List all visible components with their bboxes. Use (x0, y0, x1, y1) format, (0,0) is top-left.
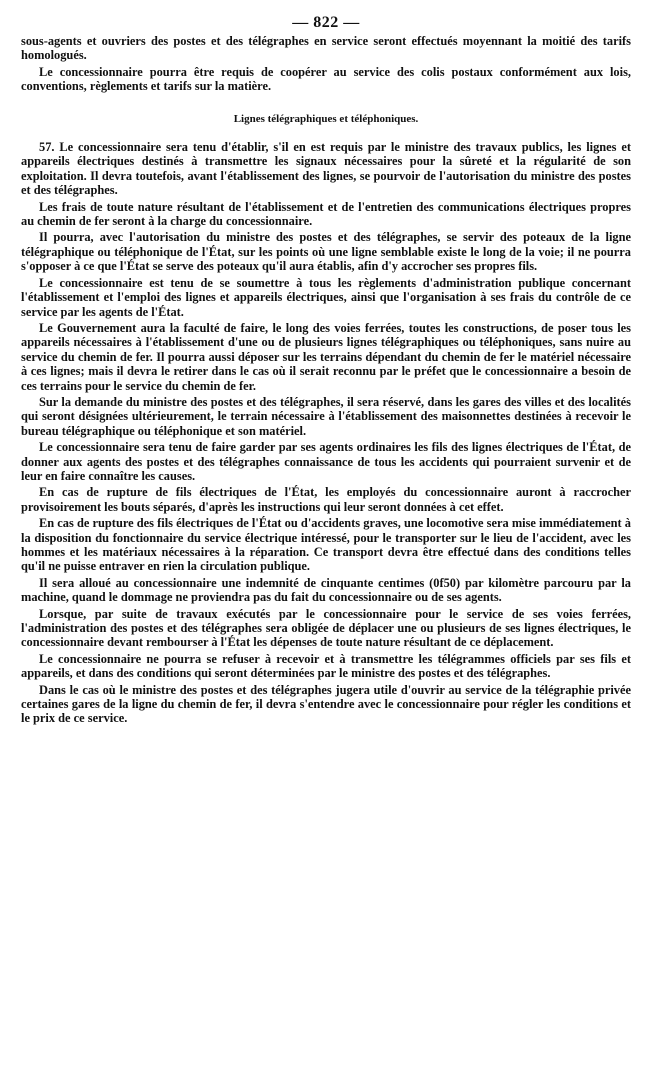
body-paragraph: Dans le cas où le ministre des postes et des télégraphes jugera utile d'ouvrir au service de la télégraphie privée certaines gares de la ligne du chemin de fer, il devra s'entendre avec le concessionnaire pour régler les conditions et le prix de ce service. (21, 682, 631, 726)
body-paragraph: Sur la demande du ministre des postes et des télégraphes, il sera réservé, dans les gares des villes et des localités qui seront désignées ultérieurement, le terrain nécessaire à l'établissement des maisonnettes destinées à recevoir le bureau télégraphique ou téléphonique et son matériel. (21, 394, 631, 438)
intro-paragraph-1: sous-agents et ouvriers des postes et des télégraphes en service seront effectués moyennant la moitié des tarifs homologués. (21, 34, 631, 63)
body-paragraph: Il pourra, avec l'autorisation du ministre des postes et des télégraphes, se servir des poteaux de la ligne télégraphique ou téléphonique de l'État, sur les points où une ligne semblable existe le long de la voie; il ne pourra s'opposer à ce que l'État se serve des poteaux qu'il aura établis, afin d'y accrocher ses propres fils. (21, 230, 631, 274)
article-57-paragraph: 57. Le concessionnaire sera tenu d'établir, s'il en est requis par le ministre des travaux publics, les lignes et appareils électriques destinés à transmettre les signaux nécessaires pour la sûreté et la régularité de son exploitation. Il devra toutefois, avant l'établissement des lignes, se pourvoir de l'autorisation du ministre des postes et des télégraphes. (21, 140, 631, 198)
body-paragraph: En cas de rupture de fils électriques de l'État, les employés du concessionnaire auront à raccrocher provisoirement les bouts séparés, d'après les instructions qui leur seront données à cet effet. (21, 485, 631, 514)
body-paragraph: Le concessionnaire sera tenu de faire garder par ses agents ordinaires les fils des lignes électriques de l'État, de donner aux agents des postes et des télégraphes connaissance de tous les accidents qui pourraient survenir et de leur en faire connaître les causes. (21, 440, 631, 483)
page-number: — 822 — (292, 14, 360, 31)
body-paragraph: Les frais de toute nature résultant de l'établissement et de l'entretien des communications électriques propres au chemin de fer seront à la charge du concessionnaire. (21, 199, 631, 229)
body-paragraph: Le Gouvernement aura la faculté de faire, le long des voies ferrées, toutes les constructions, de poser tous les appareils nécessaires à l'établissement d'une ou de plusieurs lignes télégraphiques ou téléphoniques, sans nuire au service du chemin de fer. Il pourra aussi déposer sur les terrains dépendant du chemin de fer le matériel nécessaire à ces lignes; mais il devra le retirer dans le cas où il serait reconnu par le préfet que le concessionnaire a besoin de ces terrains pour le service du chemin de fer. (21, 320, 631, 393)
body-paragraph: Il sera alloué au concessionnaire une indemnité de cinquante centimes (0f50) par kilomètre parcouru par la machine, quand le dommage ne proviendra pas du fait du concessionnaire ou de ses agents. (21, 575, 631, 605)
body-paragraph: Le concessionnaire est tenu de se soumettre à tous les règlements d'administration publique concernant l'établissement et l'emploi des lignes et appareils électriques, ainsi que l'organisation à ses frais du contrôle de ce service par les agents de l'État. (21, 275, 631, 319)
body-paragraph: Lorsque, par suite de travaux exécutés par le concessionnaire pour le service de ses voies ferrées, l'administration des postes et des télégraphes sera obligée de déplacer une ou plusieurs de ses lignes électriques, le concessionnaire devant rembourser à l'État les dépenses de toute nature résultant de ce déplacement. (21, 606, 631, 650)
section-heading: Lignes télégraphiques et téléphoniques. (233, 112, 419, 125)
body-paragraph: En cas de rupture des fils électriques de l'État ou d'accidents graves, une locomotive sera mise immédiatement à la disposition du fonctionnaire du service électrique intéressé, pour le transporter sur le lieu de l'accident, avec les hommes et les matériaux nécessaires à la réparation. Ce transport devra être effectué dans des conditions telles qu'il ne puisse entraver en rien la circulation publique. (21, 516, 631, 574)
body-paragraph: Le concessionnaire ne pourra se refuser à recevoir et à transmettre les télégrammes officiels par ses fils et appareils, et dans des conditions qui seront déterminées par le ministre des postes et des télégraphes. (21, 651, 631, 681)
intro-paragraph-2: Le concessionnaire pourra être requis de coopérer au service des colis postaux conformément aux lois, conventions, règlements et tarifs sur la matière. (21, 64, 631, 94)
